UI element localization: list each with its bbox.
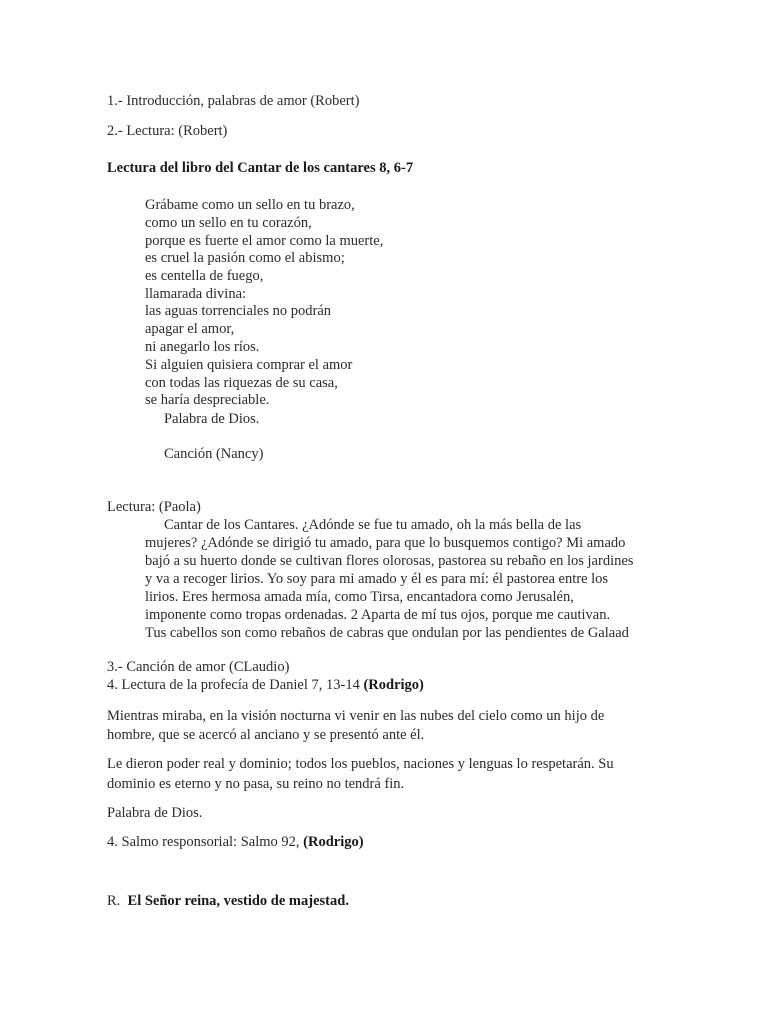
poem-line: Si alguien quisiera comprar el amor xyxy=(145,357,353,373)
poem-line: se haría despreciable. xyxy=(145,392,270,408)
item-lectura-daniel xyxy=(107,676,424,694)
response-label: R. xyxy=(107,893,128,909)
daniel-line: dominio es eterno y no pasa, su reino no tendrá fin. xyxy=(107,776,405,792)
paola-line: Tus cabellos son como rebaños de cabras que ondulan por las pendientes de Galaad xyxy=(145,625,629,641)
reader-name: (Rodrigo) xyxy=(303,834,364,850)
item-salmo-text: 4. Salmo responsorial: Salmo 92, xyxy=(107,834,304,850)
item-lectura-robert: 2.- Lectura: (Robert) xyxy=(107,123,228,139)
daniel-line: hombre, que se acercó al anciano y se presentó ante él. xyxy=(107,727,425,743)
item-introduccion: 1.- Introducción, palabras de amor (Robert) xyxy=(107,93,360,109)
poem-line: ni anegarlo los ríos. xyxy=(145,339,260,355)
response-line xyxy=(107,892,349,910)
paola-line: imponente como tropas ordenadas. 2 Aparta de mí tus ojos, porque me cautivan. xyxy=(145,607,611,623)
daniel-line: Mientras miraba, en la visión nocturna vi venir en las nubes del cielo como un hijo de xyxy=(107,708,605,724)
paola-line: mujeres? ¿Adónde se dirigió tu amado, para que lo busquemos contigo? Mi amado xyxy=(145,535,626,551)
poem-line: con todas las riquezas de su casa, xyxy=(145,375,338,391)
cancion-nancy: Canción (Nancy) xyxy=(164,446,264,462)
response-text: El Señor reina, vestido de majestad. xyxy=(127,893,349,909)
paola-line: lirios. Eres hermosa amada mía, como Tirsa, encantadora como Jerusalén, xyxy=(145,589,574,605)
paola-line: bajó a su huerto donde se cultivan flores olorosas, pastorea su rebaño en los jardines xyxy=(145,553,634,569)
reader-name: (Rodrigo) xyxy=(363,677,424,693)
paola-line: y va a recoger lirios. Yo soy para mi amado y él es para mí: él pastorea entre los xyxy=(145,571,609,587)
poem-line: como un sello en tu corazón, xyxy=(145,215,312,231)
poem-line: es cruel la pasión como el abismo; xyxy=(145,250,345,266)
poem-line: las aguas torrenciales no podrán xyxy=(145,303,332,319)
item-salmo xyxy=(107,833,364,851)
reading-title: Lectura del libro del Cantar de los cantares 8, 6-7 xyxy=(107,160,414,176)
palabra-de-dios-1: Palabra de Dios. xyxy=(164,411,260,427)
item-lectura-daniel-text: 4. Lectura de la profecía de Daniel 7, 13-14 xyxy=(107,677,364,693)
poem-line: porque es fuerte el amor como la muerte, xyxy=(145,233,384,249)
item-cancion-claudio: 3.- Canción de amor (CLaudio) xyxy=(107,659,290,675)
daniel-line: Le dieron poder real y dominio; todos los pueblos, naciones y lenguas lo respetarán. Su xyxy=(107,756,614,772)
lectura-paola: Lectura: (Paola) xyxy=(107,499,201,515)
poem-line: Grábame como un sello en tu brazo, xyxy=(145,197,355,213)
poem-line: llamarada divina: xyxy=(145,286,247,302)
paola-line: Cantar de los Cantares. ¿Adónde se fue tu amado, oh la más bella de las xyxy=(164,517,582,533)
palabra-de-dios-2: Palabra de Dios. xyxy=(107,805,203,821)
poem-line: es centella de fuego, xyxy=(145,268,264,284)
poem-line: apagar el amor, xyxy=(145,321,235,337)
